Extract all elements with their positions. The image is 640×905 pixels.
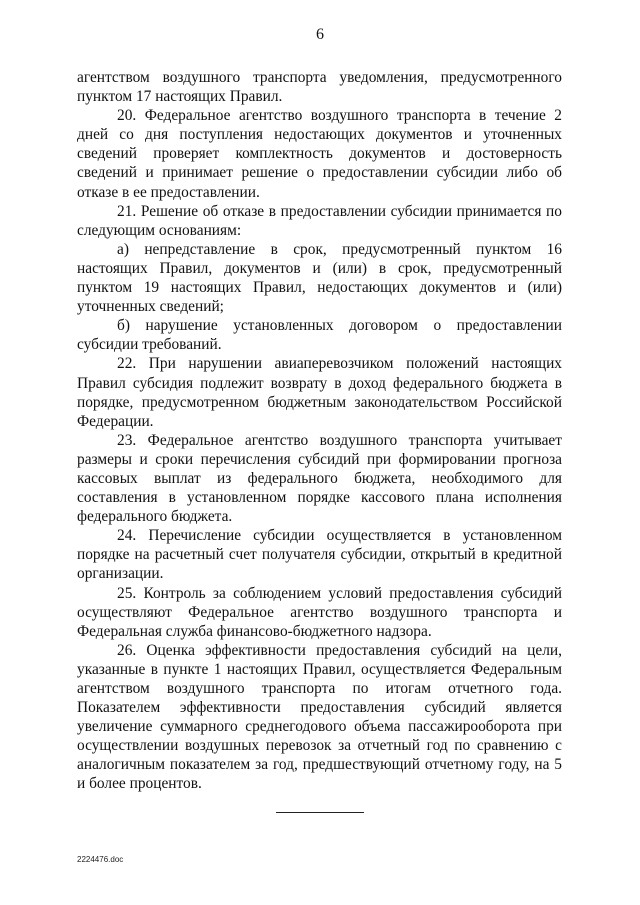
paragraph-26: 26. Оценка эффективности предоставления субсидий на цели, указанные в пункте 1 настоящих Правил, осуществляется Федеральным агентством воздушного транспорта по итогам отчетного года. Показателем эффективности предоставления субсидий является увеличение суммарного среднегодового объема пассажирооборота при осуществлении воздушных перевозок за отчетный год по сравнению с аналогичным показателем за год, предшествующий отчетному году, на 5 и более процентов.: [77, 641, 562, 793]
document-file-code: 2224476.doc: [77, 855, 124, 864]
paragraph-22: 22. При нарушении авиаперевозчиком положений настоящих Правил субсидия подлежит возврату в доход федерального бюджета в порядке, предусмотренном бюджетным законодательством Российской Федерации.: [77, 355, 562, 430]
paragraph-21: 21. Решение об отказе в предоставлении субсидии принимается по следующим основаниям:: [77, 202, 562, 239]
paragraph-21-b: б) нарушение установленных договором о предоставлении субсидии требований.: [77, 317, 562, 354]
paragraph-24: 24. Перечисление субсидии осуществляется в установленном порядке на расчетный счет получателя субсидии, открытый в кредитной организации.: [77, 527, 562, 583]
paragraph-21-a: а) непредставление в срок, предусмотренный пунктом 16 настоящих Правил, документов и (или) в срок, предусмотренный пунктом 19 настоящих Правил, недостающих документов и (или) уточненных сведений;: [77, 240, 562, 316]
paragraph-23: 23. Федеральное агентство воздушного транспорта учитывает размеры и сроки перечисления субсидий при формировании прогноза кассовых выплат из федерального бюджета, необходимого для составления в установленном порядке кассового плана исполнения федерального бюджета.: [77, 431, 562, 526]
document-body: [77, 68, 562, 794]
paragraph-continuation: агентством воздушного транспорта уведомления, предусмотренного пунктом 17 настоящих Правил.: [77, 69, 562, 106]
paragraph-20: 20. Федеральное агентство воздушного транспорта в течение 2 дней со дня поступления недостающих документов и уточненных сведений проверяет комплектность документов и достоверность сведений и принимает решение о предоставлении субсидии либо об отказе в ее предоставлении.: [77, 107, 562, 201]
end-separator-line: [276, 812, 364, 813]
page-number: 6: [316, 26, 324, 43]
paragraph-25: 25. Контроль за соблюдением условий предоставления субсидий осуществляют Федеральное агентство воздушного транспорта и Федеральная служба финансово-бюджетного надзора.: [77, 584, 562, 640]
